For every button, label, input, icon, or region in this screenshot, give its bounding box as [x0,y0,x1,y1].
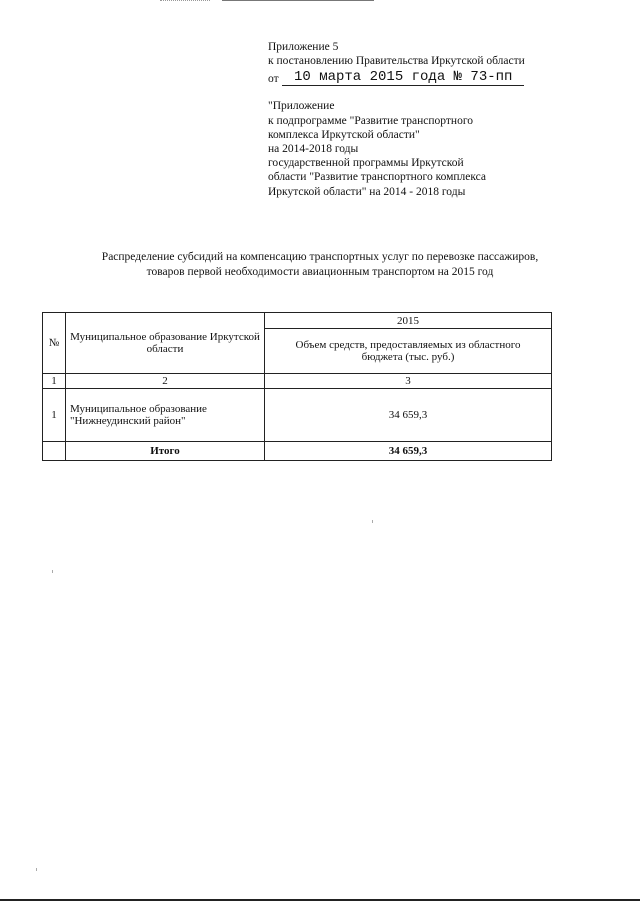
annex-line: на 2014-2018 годы [268,143,359,156]
row-municipality [66,389,265,442]
index-cell: 2 [66,374,265,389]
total-label: Итого [66,442,265,461]
row-amount: 34 659,3 [265,389,552,442]
subsidy-table [42,312,552,461]
decree-date-number: 10 марта 2015 года № 73-пп [282,69,524,86]
table-row [43,389,552,442]
table-total-row [43,442,552,461]
decree-from-label: от [268,73,279,86]
total-number-cell [43,442,66,461]
header-cell-municipality: Муниципальное образование Иркутской области [66,313,265,374]
table-header-row [43,313,552,329]
appendix-header [268,40,568,199]
index-cell: 3 [265,374,552,389]
total-amount: 34 659,3 [265,442,552,461]
row-number: 1 [43,389,66,442]
top-scan-mark [160,0,210,2]
annex-line: "Приложение [268,100,335,113]
header-cell-amount: Объем средств, предоставляемых из областного бюджета (тыс. руб.) [265,329,552,374]
decree-date-line [268,69,568,87]
scan-speck [372,520,373,523]
title-line: Распределение субсидий на компенсацию транспортных услуг по перевозке пассажиров, [101,251,539,263]
scan-speck [52,570,53,573]
top-scan-rule [222,0,374,1]
appendix-number: Приложение 5 [268,41,339,53]
header-cell-number: № [43,313,66,374]
document-title [60,250,580,279]
header-cell-year: 2015 [265,313,552,329]
annex-line: к подпрограмме "Развитие транспортного [268,114,474,127]
title-line: товаров первой необходимости авиационным транспортом на 2015 год [146,265,494,278]
table-index-row [43,374,552,389]
annex-line: комплекса Иркутской области" [268,128,420,141]
decree-reference: к постановлению Правительства Иркутской области [268,55,525,68]
annex-line: области "Развитие транспортного комплекса [268,171,487,184]
annex-line: государственной программы Иркутской [268,157,464,170]
index-cell: 1 [43,374,66,389]
row-municipality-line: Муниципальное образование [70,403,207,415]
annex-line: Иркутской области" на 2014 - 2018 годы [268,185,466,198]
scan-speck [36,868,37,871]
row-municipality-line: "Нижнеудинский район" [70,415,186,427]
bottom-scan-rule [0,899,640,901]
